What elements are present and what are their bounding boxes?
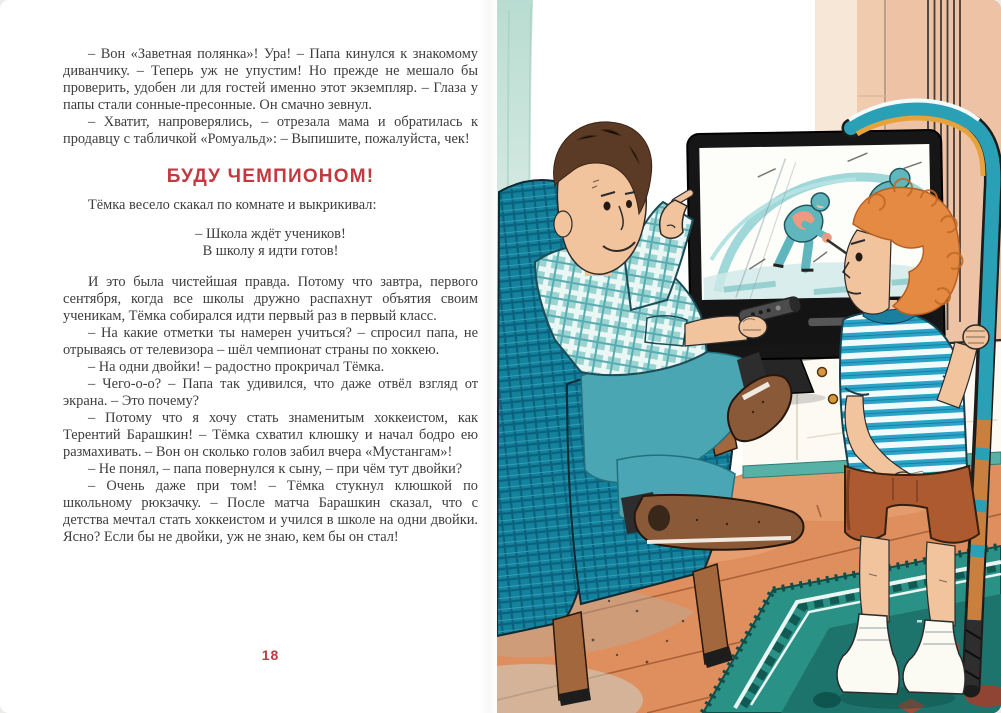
paragraph: И это была чистейшая правда. Потому что завтра, первого сентября, когда все школы дружно распахнут объятия своим ученикам, Тёмка собирался идти первый раз в первый класс.: [63, 274, 478, 324]
paragraph: – Потому что я хочу стать знаменитым хоккеистом, как Терентий Барашкин! – Тёмка схватил клюшку и начал бодро ею размахивать. – Вон он сколько голов забил вчера «Мустангам»!: [63, 410, 478, 460]
paragraph: – На одни двойки! – радостно прокричал Тёмка.: [88, 359, 385, 375]
paragraph: – Хватит, напроверялись, – отрезала мама и обратилась к продавцу с табличкой «Ромуальд»: – Выпишите, пожалуйста, чек!: [63, 114, 478, 147]
paragraph: – Не понял, – папа повернулся к сыну, – при чём тут двойки?: [88, 461, 463, 477]
paragraph: – Вон «Заветная полянка»! Ура! – Папа кинулся к знакомому диванчику. – Теперь уж не упустим! Но прежде не мешало бы проверить, удобен ли для гостей именно этот экземпляр. – Глаза у папы стали сонные-пресонные. Он смачно зевнул.: [63, 46, 478, 113]
illustration: [497, 0, 1001, 713]
page-gutter: [479, 0, 497, 713]
page-number: 18: [261, 647, 280, 663]
paragraph: – На какие отметки ты намерен учиться? – спросил папа, не отрываясь от телевизора – шёл чемпионат страны по хоккею.: [63, 325, 478, 358]
verse: [63, 226, 478, 260]
ear: [554, 211, 572, 237]
paragraph: Тёмка весело скакал по комнате и выкрикивал:: [88, 197, 377, 213]
chapter-title: БУДУ ЧЕМПИОНОМ!: [166, 166, 375, 187]
knob: [818, 368, 827, 377]
illustration-page: [497, 0, 1001, 713]
left-page: [63, 46, 478, 546]
knob: [829, 395, 838, 404]
face: [845, 230, 892, 314]
verse-line: В школу я идти готов!: [202, 243, 339, 259]
paragraph: – Чего-о-о? – Папа так удивился, что даже отвёл взгляд от экрана. – Это почему?: [63, 376, 478, 409]
verse-line: – Школа ждёт учеников!: [195, 226, 346, 242]
paragraph: – Очень даже при том! – Тёмка стукнул клюшкой по школьному рюкзачку. – После матча Барашкин сказал, что с детства мечтал стать хоккеистом и учился в школе на одни двойки. Ясно? Если бы не двойки, уж не знаю, кем бы он стал!: [63, 478, 478, 545]
